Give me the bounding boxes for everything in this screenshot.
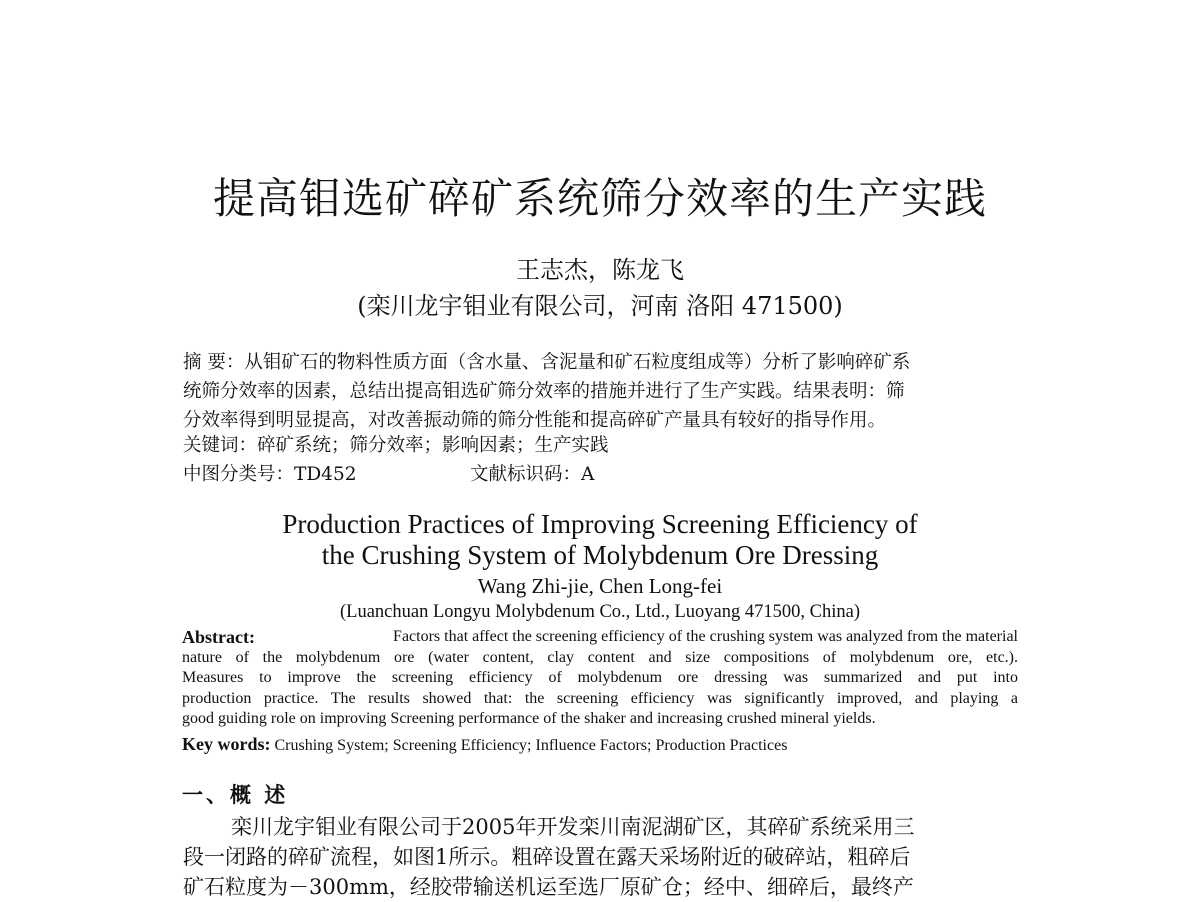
paper-title-cn: 提高钼选矿碎矿系统筛分效率的生产实践	[212, 174, 987, 223]
abstract-en-line-4: production practice. The results showed that: the screening efficiency was significantly improved, and playing a	[182, 689, 1018, 707]
abstract-en-line-2: nature of the molybdenum ore (water content, clay content and size compositions of molybdenum ore, etc.).	[182, 648, 1018, 666]
section-body	[183, 812, 1018, 902]
abstract-label: Abstract:	[182, 627, 255, 647]
abstract-cn-line: 统筛分效率的因素，总结出提高钼选矿筛分效率的措施并进行了生产实践。结果表明：筛	[183, 381, 905, 402]
section-heading: 一、概 述	[182, 783, 289, 807]
affiliation-en: (Luanchuan Longyu Molybdenum Co., Ltd., Luoyang 471500, China)	[340, 602, 860, 622]
abstract-en-line-1: Factors that affect the screening efficiency of the crushing system was analyzed from the material	[393, 628, 1018, 645]
document-code: 文献标识码：A	[470, 464, 595, 485]
keywords-cn: 关键词：碎矿系统；筛分效率；影响因素；生产实践	[183, 435, 609, 456]
body-line: 栾川龙宇钼业有限公司于2005年开发栾川南泥湖矿区，其碎矿系统采用三	[231, 815, 915, 839]
paper-title-en-line-2: the Crushing System of Molybdenum Ore Dressing	[321, 540, 879, 570]
abstract-cn	[183, 348, 1018, 435]
keywords-en	[182, 732, 787, 758]
abstract-en-row-1	[182, 627, 1018, 648]
paper-title-en-line-1: Production Practices of Improving Screening Efficiency of	[282, 509, 918, 539]
authors-en: Wang Zhi-jie, Chen Long-fei	[477, 574, 723, 598]
clc-number: 中图分类号：TD452	[183, 464, 357, 485]
body-line: 段一闭路的碎矿流程，如图1所示。粗碎设置在露天采场附近的破碎站，粗碎后	[183, 845, 911, 869]
keywords-en-text: Crushing System; Screening Efficiency; Influence Factors; Production Practices	[274, 737, 788, 754]
abstract-en	[182, 627, 1018, 730]
authors-cn: 王志杰，陈龙飞	[516, 256, 684, 284]
abstract-en-line-3: Measures to improve the screening efficiency of molybdenum ore dressing was summarized and put into	[182, 669, 1018, 686]
paper-title-en	[0, 509, 1200, 571]
abstract-cn-line: 分效率得到明显提高，对改善振动筛的筛分性能和提高碎矿产量具有较好的指导作用。	[183, 410, 887, 431]
affiliation-cn: (栾川龙宇钼业有限公司，河南 洛阳 471500)	[357, 292, 843, 320]
abstract-en-line-5: good guiding role on improving Screening performance of the shaker and increasing crushed mineral yields.	[182, 710, 876, 727]
abstract-cn-line: 摘 要：从钼矿石的物料性质方面（含水量、含泥量和矿石粒度组成等）分析了影响碎矿系	[183, 352, 911, 373]
keywords-label: Key words:	[182, 734, 271, 754]
body-line: 矿石粒度为－300mm，经胶带输送机运至选厂原矿仓；经中、细碎后，最终产	[183, 875, 914, 899]
